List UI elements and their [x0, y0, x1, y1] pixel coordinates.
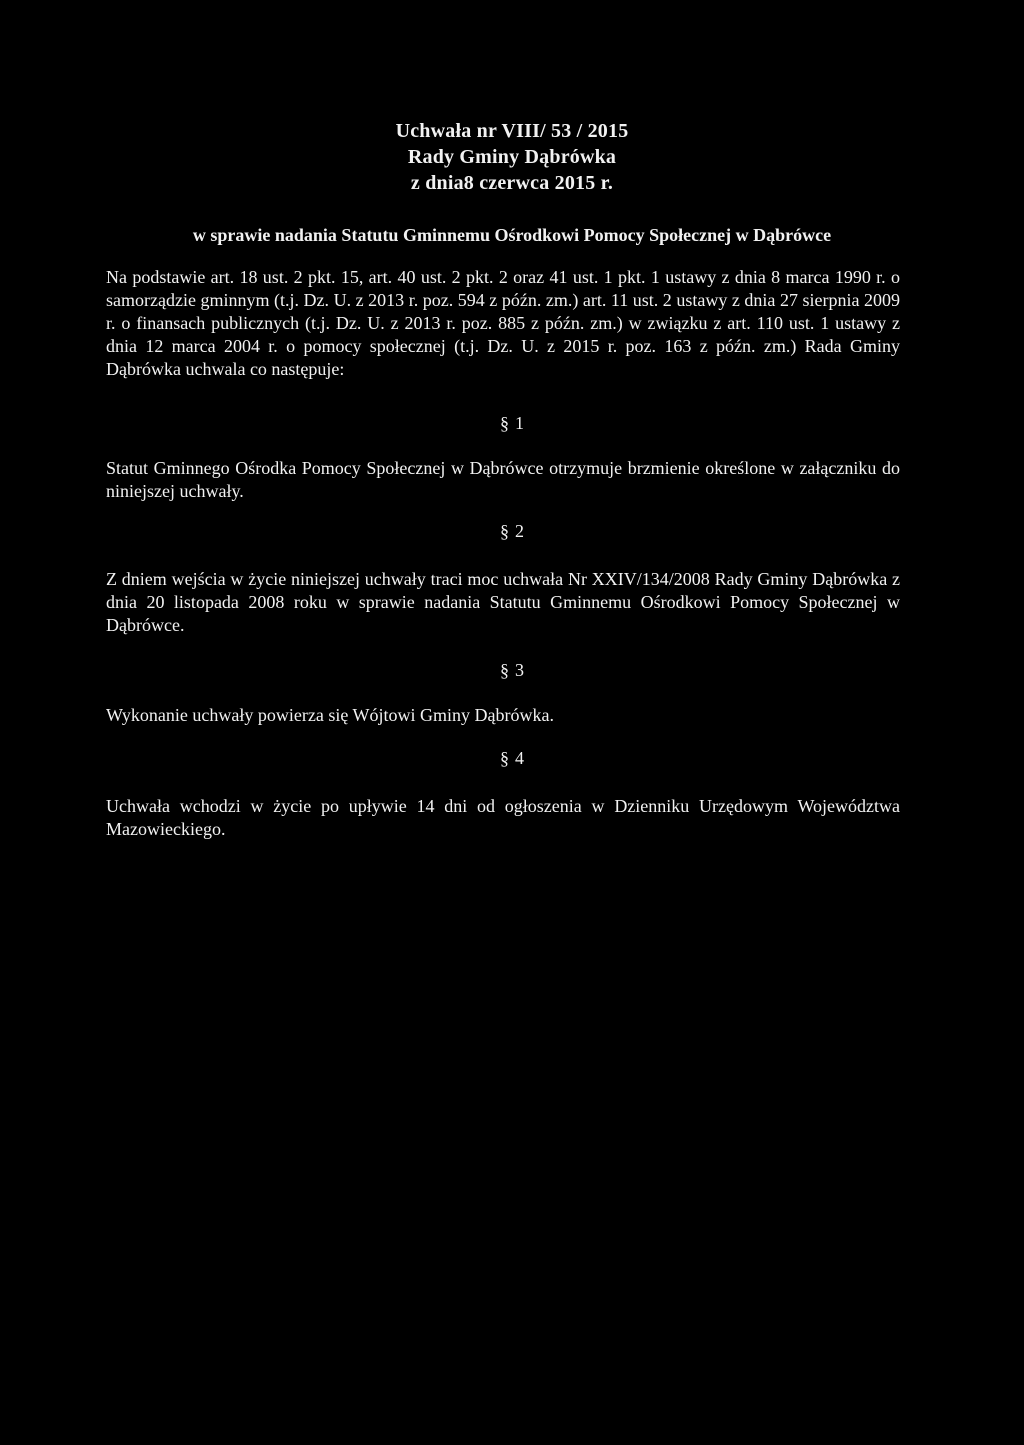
section-4-heading — [0, 747, 1024, 769]
resolution-title — [0, 118, 1024, 196]
resolution-number: Uchwała nr VIII/ 53 / 2015 — [395, 120, 629, 142]
section-2-text: Z dniem wejścia w życie niniejszej uchwały traci moc uchwała Nr XXIV/134/2008 Rady Gminy Dąbrówka z dnia 20 listopada 2008 roku w sprawie nadania Statutu Gminnemu Ośrodkowi Pomocy Społecznej w Dąbrówce. — [106, 569, 900, 635]
section-3-text: Wykonanie uchwały powierza się Wójtowi Gminy Dąbrówka. — [106, 705, 554, 725]
resolution-date: z dnia8 czerwca 2015 r. — [410, 172, 614, 194]
section-symbol: § — [500, 660, 509, 680]
section-1-text: Statut Gminnego Ośrodka Pomocy Społecznej w Dąbrówce otrzymuje brzmienie określone w załączniku do niniejszej uchwały. — [106, 458, 900, 501]
council-name: Rady Gminy Dąbrówka — [407, 146, 617, 168]
section-symbol: § — [500, 521, 509, 541]
section-symbol: § — [500, 413, 509, 433]
section-1-heading — [0, 412, 1024, 434]
section-3-heading — [0, 659, 1024, 681]
section-4-text: Uchwała wchodzi w życie po upływie 14 dni od ogłoszenia w Dzienniku Urzędowym Województwa Mazowieckiego. — [106, 796, 900, 839]
section-number: 3 — [515, 660, 524, 680]
section-number: 1 — [515, 413, 524, 433]
section-number: 4 — [515, 748, 524, 768]
resolution-subject: w sprawie nadania Statutu Gminnemu Ośrodkowi Pomocy Społecznej w Dąbrówce — [192, 225, 832, 245]
legal-basis-paragraph: Na podstawie art. 18 ust. 2 pkt. 15, art. 40 ust. 2 pkt. 2 oraz 41 ust. 1 pkt. 1 ustawy z dnia 8 marca 1990 r. o samorządzie gminnym (t.j. Dz. U. z 2013 r. poz. 594 z późn. zm.) art. 11 ust. 2 ustawy z dnia 27 sierpnia 2009 r. o finansach publicznych (t.j. Dz. U. z 2013 r. poz. 885 z późn. zm.) w związku z art. 110 ust. 1 ustawy z dnia 12 marca 2004 r. o pomocy społecznej (t.j. Dz. U. z 2015 r. poz. 163 z późn. zm.) Rada Gminy Dąbrówka uchwala co następuje: — [106, 267, 900, 379]
section-2-heading — [0, 520, 1024, 542]
section-number: 2 — [515, 521, 524, 541]
section-symbol: § — [500, 748, 509, 768]
